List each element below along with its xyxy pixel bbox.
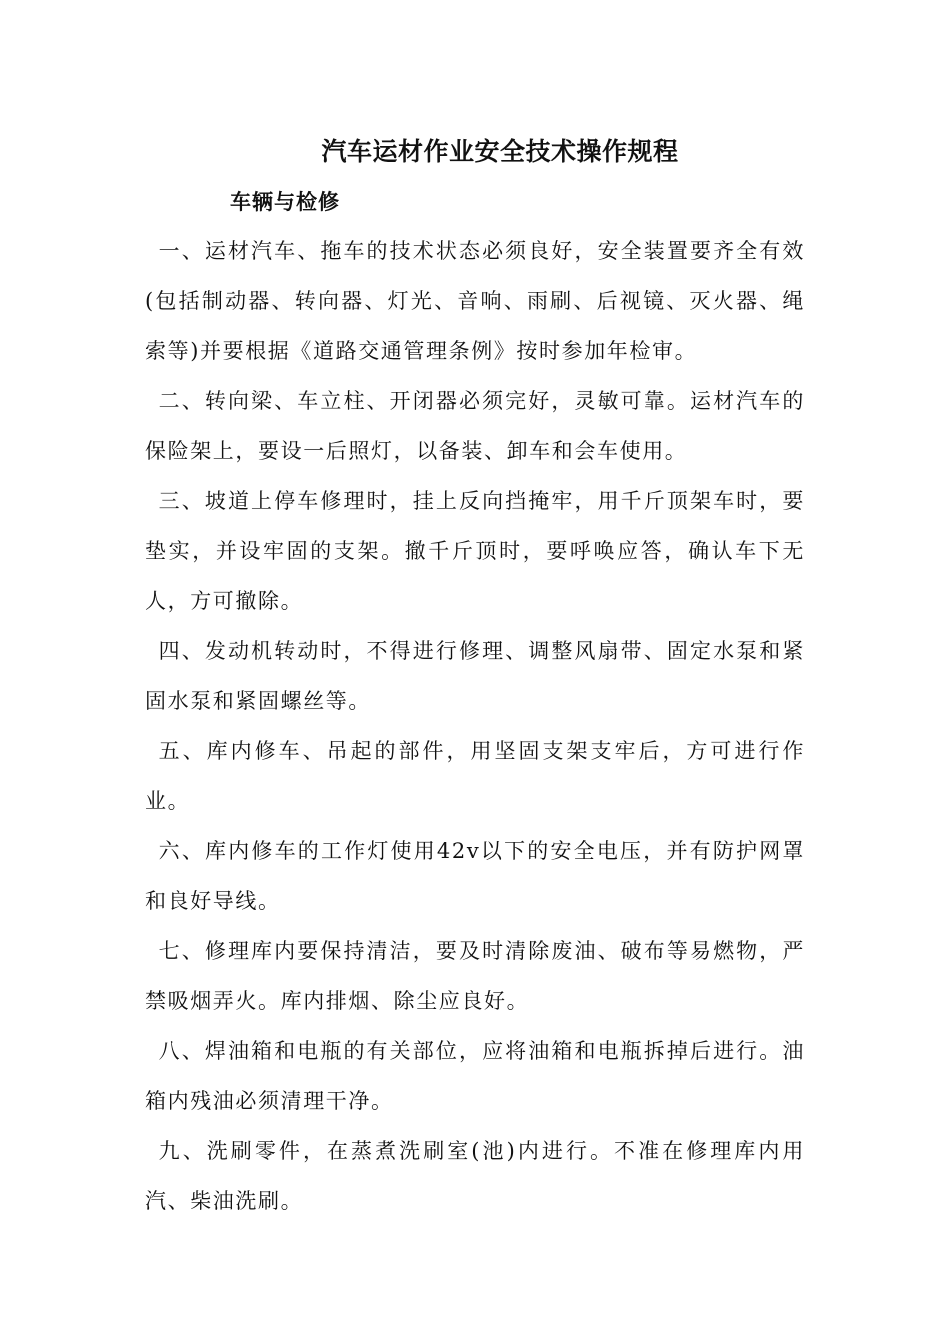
document-body	[145, 226, 805, 1226]
paragraph-3: 三、坡道上停车修理时，挂上反向挡掩牢，用千斤顶架车时，要垫实，并设牢固的支架。撤千斤顶时，要呼唤应答，确认车下无人，方可撤除。	[145, 489, 805, 613]
document-title: 汽车运材作业安全技术操作规程	[321, 137, 679, 166]
paragraph-2: 二、转向梁、车立柱、开闭器必须完好，灵敏可靠。运材汽车的保险架上，要设一后照灯，以备装、卸车和会车使用。	[145, 389, 805, 463]
paragraph-9: 九、洗刷零件，在蒸煮洗刷室(池)内进行。不准在修理库内用汽、柴油洗刷。	[145, 1139, 805, 1213]
paragraph-5: 五、库内修车、吊起的部件，用坚固支架支牢后，方可进行作业。	[145, 739, 805, 813]
paragraph-8: 八、焊油箱和电瓶的有关部位，应将油箱和电瓶拆掉后进行。油箱内残油必须清理干净。	[145, 1039, 805, 1113]
paragraph-4: 四、发动机转动时，不得进行修理、调整风扇带、固定水泵和紧固水泵和紧固螺丝等。	[145, 639, 805, 713]
paragraph-1: 一、运材汽车、拖车的技术状态必须良好，安全装置要齐全有效(包括制动器、转向器、灯光、音响、雨刷、后视镜、灭火器、绳索等)并要根据《道路交通管理条例》按时参加年检审。	[145, 239, 805, 363]
paragraph-6: 六、库内修车的工作灯使用42v以下的安全电压，并有防护网罩和良好导线。	[145, 839, 805, 913]
paragraph-7: 七、修理库内要保持清洁，要及时清除废油、破布等易燃物，严禁吸烟弄火。库内排烟、除尘应良好。	[145, 939, 805, 1013]
section-heading: 车辆与检修	[230, 189, 340, 214]
